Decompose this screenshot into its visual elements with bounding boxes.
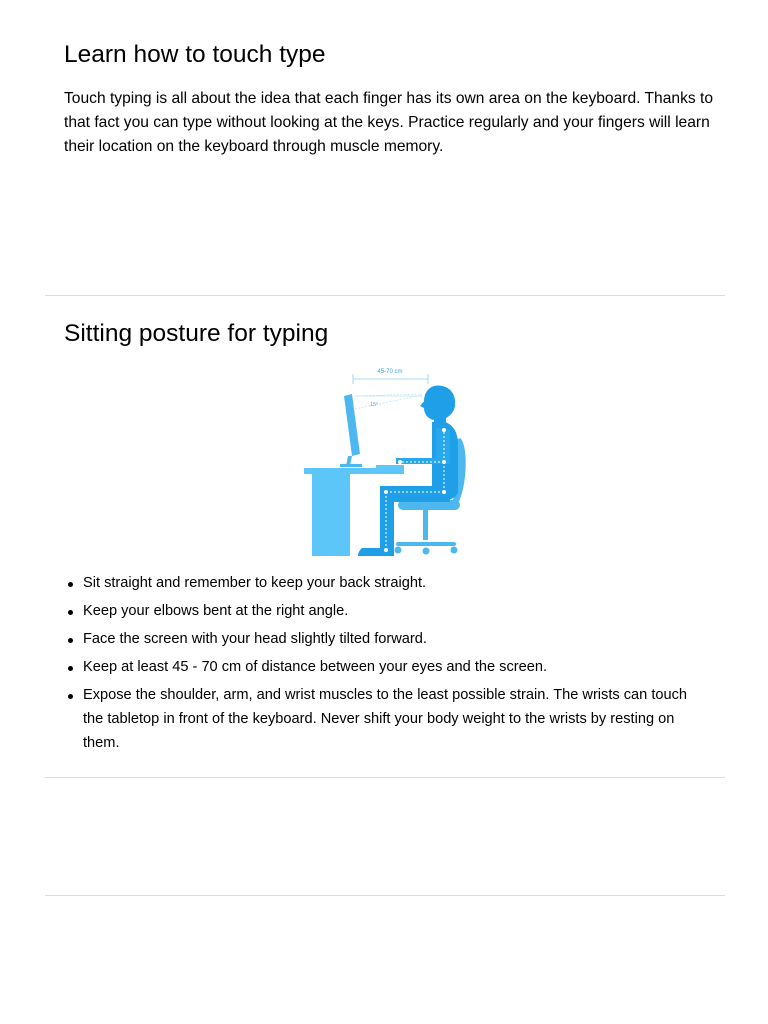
section-divider	[45, 295, 725, 296]
sight-lines	[355, 394, 422, 409]
list-item: Keep your elbows bent at the right angle.	[64, 600, 704, 624]
list-item: Face the screen with your head slightly tilted forward.	[64, 628, 704, 652]
sitting-posture-illustration	[300, 364, 470, 558]
posture-tips-list	[64, 572, 704, 760]
monitor-icon	[340, 394, 362, 467]
touch-type-heading: Learn how to touch type	[64, 41, 326, 68]
touch-type-intro: Touch typing is all about the idea that each finger has its own area on the keyboard. Thanks to that fact you can type without looking at the keys. Practice regularly and your fingers will learn their location on the keyboard through muscle memory.	[64, 90, 713, 155]
list-item: Expose the shoulder, arm, and wrist muscles to the least possible strain. The wrists can touch the tabletop in front of the keyboard. Never shift your body weight to the wrists by resting on them.	[64, 684, 704, 755]
list-item: Keep at least 45 - 70 cm of distance between your eyes and the screen.	[64, 656, 704, 680]
section-divider	[45, 895, 725, 896]
list-item: Sit straight and remember to keep your back straight.	[64, 572, 704, 596]
section-divider	[45, 777, 725, 778]
distance-measure	[353, 369, 428, 384]
posture-heading: Sitting posture for typing	[64, 320, 329, 347]
distance-label: 45-70 cm	[377, 369, 403, 375]
angle-label: 15°	[370, 402, 379, 408]
